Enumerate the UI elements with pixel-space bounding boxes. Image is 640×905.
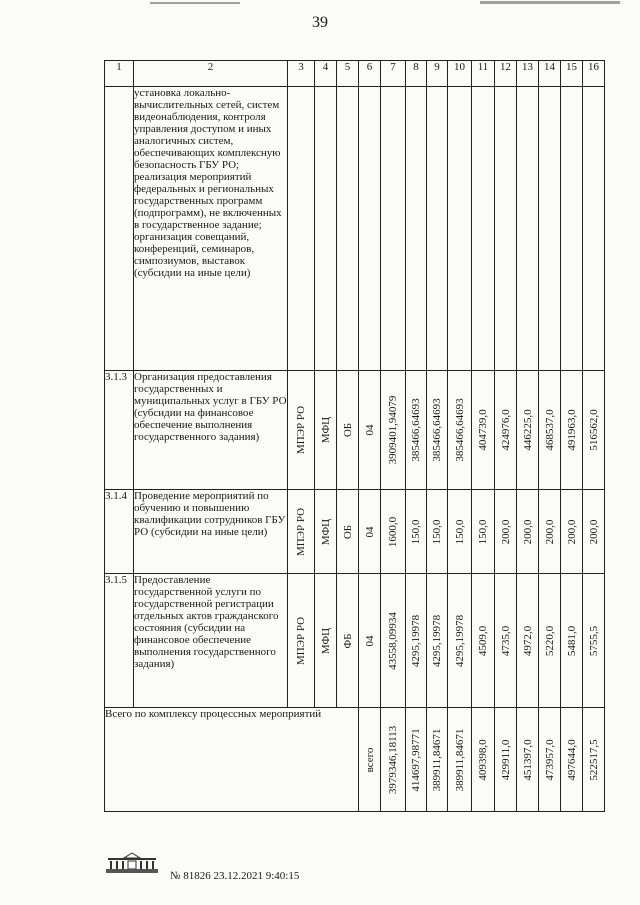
- value-year: 446225,0: [521, 409, 534, 451]
- total-value: 497644,0: [565, 738, 578, 781]
- total-row: [105, 708, 605, 812]
- col-header: 7: [381, 61, 406, 87]
- scan-artifact-top-right: [480, 1, 620, 4]
- total-value: 389911,84671: [431, 728, 443, 791]
- col-header: 1: [105, 61, 134, 87]
- activity-description: Организация предоставления государственных и муниципальных услуг в ГБУ РО (субсидии на финансовое обеспечение выполнения государственного задания): [134, 371, 288, 490]
- value-year: 5220,0: [543, 625, 556, 656]
- value-year: 4972,0: [521, 625, 534, 656]
- total-code: всего: [363, 747, 376, 772]
- value-year: 5481,0: [565, 625, 578, 656]
- responsible-ministry: МПЭР РО: [295, 507, 307, 556]
- row-number: 3.1.4: [105, 490, 134, 574]
- value-year: 200,0: [587, 519, 600, 544]
- value-year: 491963,0: [565, 409, 578, 451]
- value-year: 424976,0: [499, 409, 512, 451]
- col-header: 11: [472, 61, 495, 87]
- value-year: 385466,64693: [410, 398, 422, 462]
- col-header: 4: [315, 61, 337, 87]
- value-year: 4735,0: [499, 625, 512, 656]
- total-value: 414697,98771: [410, 727, 422, 792]
- executor: МФЦ: [319, 518, 332, 545]
- col-header: 12: [495, 61, 517, 87]
- value-year: 200,0: [521, 519, 534, 544]
- col-header: 16: [583, 61, 605, 87]
- value-year: 150,0: [431, 519, 443, 544]
- code: 04: [363, 424, 376, 436]
- budget-source: ФБ: [341, 632, 354, 649]
- value-year: 468537,0: [543, 409, 556, 451]
- total-value: 522517,5: [587, 738, 600, 781]
- total-value: 451397,0: [521, 738, 534, 781]
- value-total: 3909401,94079: [387, 395, 399, 465]
- value-year: 150,0: [410, 519, 422, 544]
- executor: МФЦ: [319, 627, 332, 654]
- table-row: [105, 371, 605, 490]
- value-year: 150,0: [477, 519, 489, 544]
- value-year: 4509,0: [477, 625, 489, 656]
- total-value: 473957,0: [543, 738, 556, 781]
- activity-description: Предоставление государственной услуги по государственной регистрации отдельных актов гражданского состояния (субсидии на финансовое обеспечение выполнения государственного задания): [134, 574, 288, 708]
- scan-artifact-top-left: [150, 2, 240, 4]
- col-header: 14: [539, 61, 561, 87]
- total-value: 409398,0: [477, 738, 489, 781]
- table-row: [105, 574, 605, 708]
- program-activities-table: [104, 60, 605, 812]
- table-row-continued: [105, 87, 605, 371]
- budget-source: ОБ: [341, 524, 354, 539]
- activity-description: Проведение мероприятий по обучению и повышению квалификации сотрудников ГБУ РО (субсидии на иные цели): [134, 490, 288, 574]
- total-label: Всего по комплексу процессных мероприятий: [105, 708, 359, 812]
- value-year: 4295,19978: [410, 614, 422, 667]
- col-header: 8: [406, 61, 427, 87]
- value-year: 150,0: [453, 519, 466, 544]
- value-year: 385466,64693: [431, 398, 443, 462]
- activity-description: установка локально-вычислительных сетей, систем видеонаблюдения, контроля управления доступом и иных аналогичных систем, обеспечивающих комплексную безопасность ГБУ РО; реализация мероприятий федеральных и региональных государственных программ (подпрограмм), не включенных в государственное задание; организация совещаний, конференций, семинаров, симпозиумов, выставок (субсидии на иные цели): [134, 87, 288, 371]
- value-year: 200,0: [543, 519, 556, 544]
- code: 04: [363, 526, 376, 537]
- col-header: 3: [288, 61, 315, 87]
- registration-stamp-text: № 81826 23.12.2021 9:40:15: [170, 870, 300, 882]
- col-header: 10: [448, 61, 472, 87]
- government-building-stamp-icon: [104, 852, 160, 874]
- responsible-ministry: МПЭР РО: [295, 616, 307, 665]
- budget-source: ОБ: [341, 422, 354, 438]
- total-value: 429911,0: [499, 739, 512, 780]
- header-row: [105, 61, 605, 87]
- row-number: 3.1.3: [105, 371, 134, 490]
- value-year: 200,0: [499, 519, 512, 544]
- value-year: 4295,19978: [453, 614, 466, 667]
- total-value: 389911,84671: [453, 728, 466, 791]
- value-year: 385466,64693: [453, 398, 466, 462]
- col-header: 13: [517, 61, 539, 87]
- value-year: 200,0: [565, 519, 578, 544]
- responsible-ministry: МПЭР РО: [295, 405, 307, 455]
- row-number: 3.1.5: [105, 574, 134, 708]
- value-total: 43558,09934: [387, 611, 399, 670]
- col-header: 2: [134, 61, 288, 87]
- col-header: 15: [561, 61, 583, 87]
- value-year: 516562,0: [587, 409, 600, 451]
- col-header: 6: [359, 61, 381, 87]
- table-row: [105, 490, 605, 574]
- code: 04: [363, 635, 376, 646]
- total-value: 3979346,18113: [387, 725, 399, 794]
- col-header: 5: [337, 61, 359, 87]
- col-header: 9: [427, 61, 448, 87]
- value-total: 1600,0: [387, 516, 399, 547]
- page-number: 39: [312, 14, 328, 31]
- value-year: 404739,0: [477, 409, 489, 451]
- value-year: 5755,5: [587, 625, 600, 656]
- value-year: 4295,19978: [431, 614, 443, 667]
- executor: МФЦ: [319, 416, 332, 444]
